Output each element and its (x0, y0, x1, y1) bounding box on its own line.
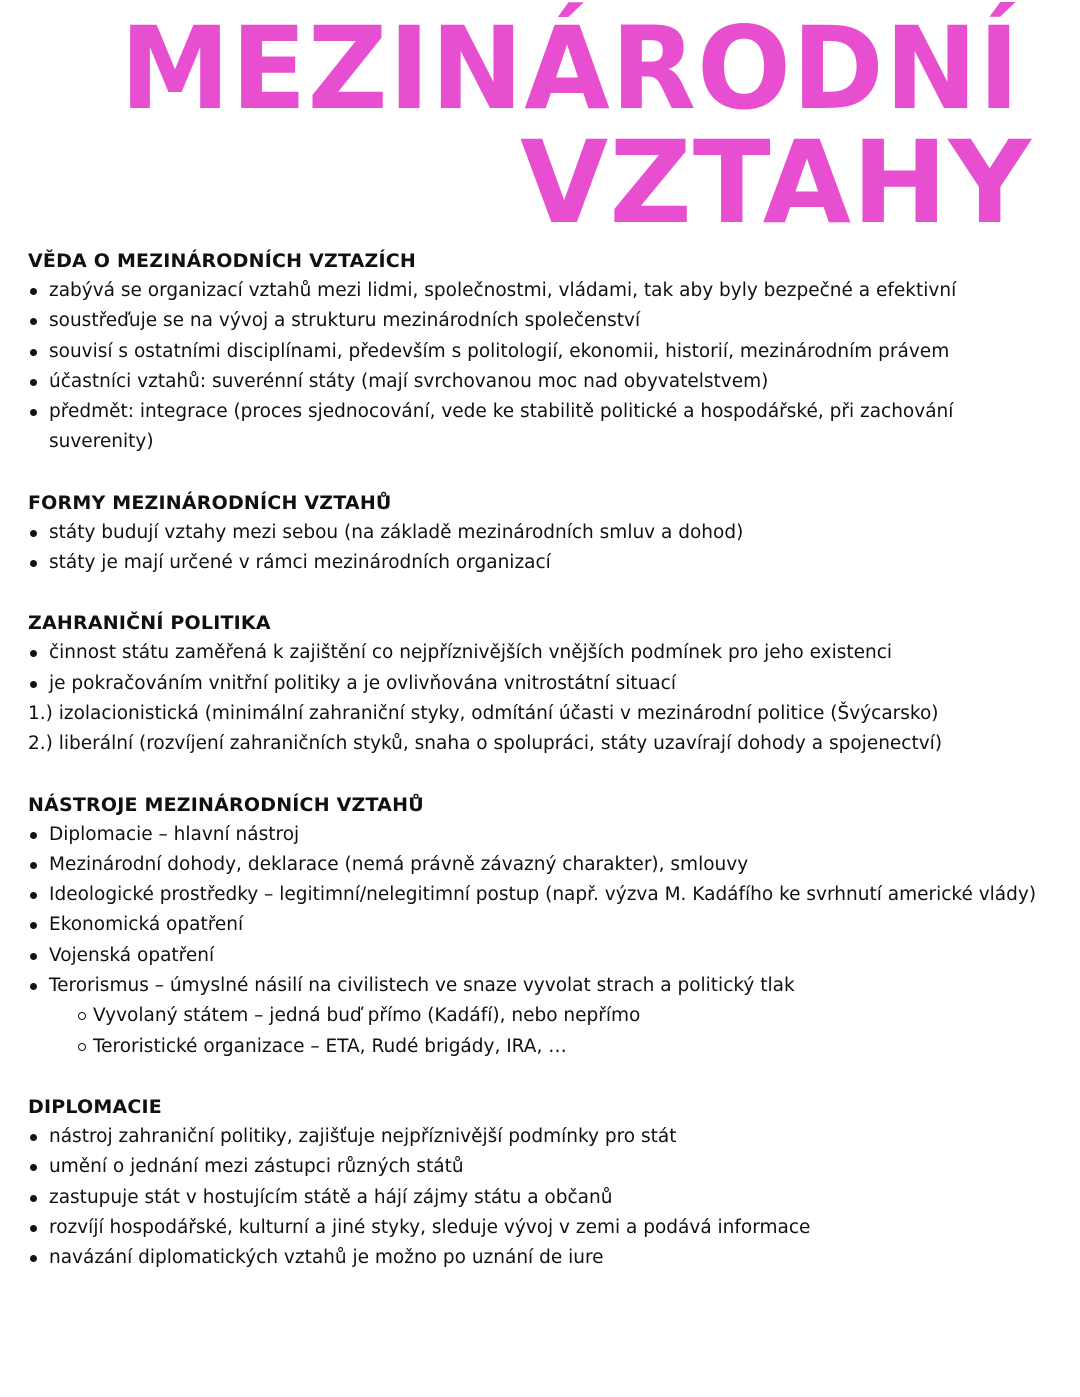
section-heading: DIPLOMACIE (28, 1095, 162, 1118)
title-line-1: MEZINÁRODNÍ (120, 2, 1021, 135)
list-item: zabývá se organizací vztahů mezi lidmi, společnostmi, vládami, tak aby byly bezpečné a efektivní (28, 276, 1058, 306)
list-item: státy je mají určené v rámci mezinárodních organizací (28, 548, 1058, 578)
document-body (28, 246, 1058, 1303)
section-heading: NÁSTROJE MEZINÁRODNÍCH VZTAHŮ (28, 793, 424, 816)
numbered-item: 2.) liberální (rozvíjení zahraničních styků, snaha o spolupráci, státy uzavírají dohody a spojenectví) (28, 733, 943, 755)
numbered-item: 1.) izolacionistická (minimální zahraniční styky, odmítání účasti v mezinárodní politice (Švýcarsko) (28, 702, 939, 724)
sub-list-item: Vyvolaný státem – jedná buď přímo (Kadáfí), nebo nepřímo (28, 1001, 1058, 1031)
bullet-list (28, 518, 1058, 579)
list-item: rozvíjí hospodářské, kulturní a jiné styky, sleduje vývoj v zemi a podává informace (28, 1213, 1058, 1243)
list-item: umění o jednání mezi zástupci různých států (28, 1152, 1058, 1182)
section-heading: FORMY MEZINÁRODNÍCH VZTAHŮ (28, 491, 392, 514)
list-item: nástroj zahraniční politiky, zajišťuje nejpříznivější podmínky pro stát (28, 1122, 1058, 1152)
section-zahranicni-politika (28, 608, 1058, 759)
bullet-list (28, 820, 1058, 1002)
section-veda (28, 246, 1058, 458)
list-item: souvisí s ostatními disciplínami, především s politologií, ekonomii, historií, mezinárodním právem (28, 337, 1058, 367)
section-heading: ZAHRANIČNÍ POLITIKA (28, 612, 271, 635)
section-diplomacie (28, 1092, 1058, 1273)
list-item: Diplomacie – hlavní nástroj (28, 820, 1058, 850)
sub-list-item: Teroristické organizace – ETA, Rudé brigády, IRA, … (28, 1032, 1058, 1062)
list-item: navázání diplomatických vztahů je možno po uznání de iure (28, 1243, 1058, 1273)
list-item: Terorismus – úmyslné násilí na civilistech ve snaze vyvolat strach a politický tlak (28, 971, 1058, 1001)
section-heading: VĚDA O MEZINÁRODNÍCH VZTAZÍCH (28, 250, 417, 272)
list-item: soustřeďuje se na vývoj a strukturu mezinárodních společenství (28, 306, 1058, 336)
bullet-list (28, 276, 1058, 458)
sub-bullet-list (28, 1001, 1058, 1062)
numbered-list (28, 699, 1058, 760)
list-item: Vojenská opatření (28, 941, 1058, 971)
list-item: zastupuje stát v hostujícím státě a hájí zájmy státu a občanů (28, 1183, 1058, 1213)
list-item: je pokračováním vnitřní politiky a je ovlivňována vnitrostátní situací (28, 669, 1058, 699)
page-title (0, 0, 1080, 249)
bullet-list (28, 638, 1058, 699)
title-line-2: VZTAHY (520, 116, 1032, 249)
list-item: účastníci vztahů: suverénní státy (mají svrchovanou moc nad obyvatelstvem) (28, 367, 1058, 397)
list-item: státy budují vztahy mezi sebou (na základě mezinárodních smluv a dohod) (28, 518, 1058, 548)
list-item: činnost státu zaměřená k zajištění co nejpříznivějších vnějších podmínek pro jeho existenci (28, 638, 1058, 668)
section-formy (28, 488, 1058, 579)
bullet-list (28, 1122, 1058, 1273)
list-item: Ekonomická opatření (28, 910, 1058, 940)
section-nastroje (28, 790, 1058, 1062)
list-item: Ideologické prostředky – legitimní/nelegitimní postup (např. výzva M. Kadáfího ke svrhnutí americké vlády) (28, 880, 1058, 910)
list-item: Mezinárodní dohody, deklarace (nemá právně závazný charakter), smlouvy (28, 850, 1058, 880)
list-item: předmět: integrace (proces sjednocování, vede ke stabilitě politické a hospodářské, při zachování suverenity) (28, 397, 1058, 458)
